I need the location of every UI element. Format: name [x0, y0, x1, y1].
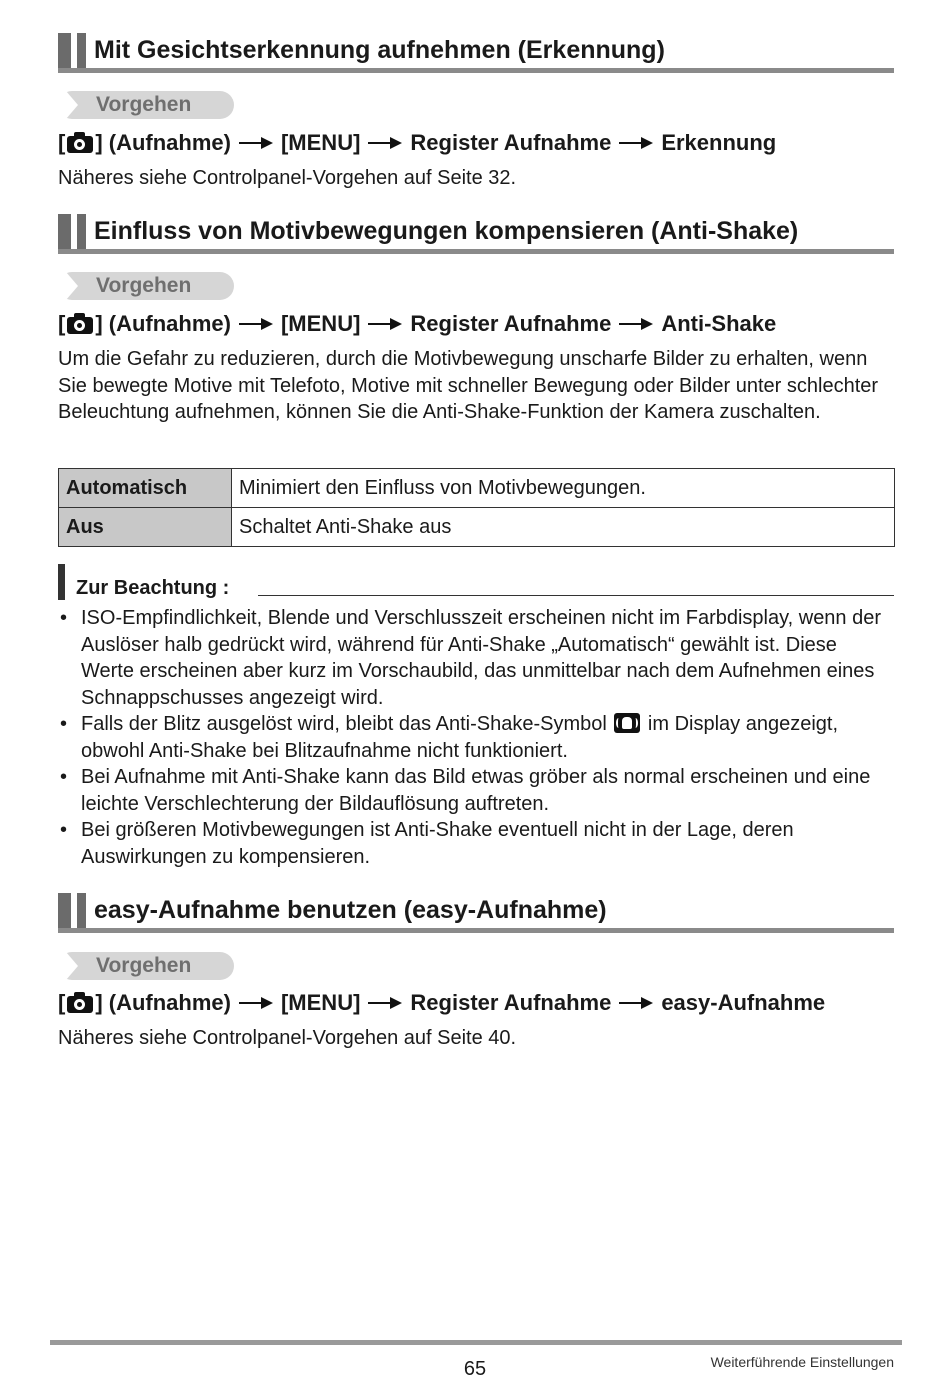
heading-rule: [58, 928, 894, 933]
arrow-right-icon: [239, 996, 273, 1010]
heading-bar: [77, 893, 86, 933]
heading-bar: [58, 893, 71, 933]
path-step-aufnahme: ] (Aufnahme): [95, 990, 231, 1015]
arrow-right-icon: [368, 317, 402, 331]
note-text: ISO-Empfindlichkeit, Blende und Verschlusszeit erscheinen nicht im Farbdisplay, wenn der Auslöser halb gedrückt wird, während für Anti-Shake „Automatisch“ gewählt ist. Diese Werte erscheinen aber kurz im Vorschaubild, das unmittelbar nach dem Aufnehmen eines Schnappschusses angezeigt wird.: [81, 607, 882, 709]
arrow-right-icon: [619, 136, 653, 150]
chevron-right-icon: [66, 91, 78, 119]
path-step-menu: [MENU]: [280, 311, 361, 336]
heading-rule: [58, 68, 894, 73]
list-item: [58, 711, 888, 764]
section-heading-easy: [58, 893, 894, 933]
badge-label: Vorgehen: [96, 93, 192, 116]
badge-label: Vorgehen: [96, 954, 192, 977]
camera-icon: [66, 313, 94, 335]
note-rule: [258, 595, 894, 596]
camera-icon: [66, 132, 94, 154]
list-item: [58, 764, 888, 817]
note-bar: [58, 564, 65, 600]
bullet: •: [60, 607, 68, 629]
bracket-open: [: [58, 990, 66, 1015]
arrow-right-icon: [239, 317, 273, 331]
path-step-register: Register Aufnahme: [410, 990, 612, 1015]
bracket-open: [: [58, 311, 66, 336]
chevron-right-icon: [66, 952, 78, 980]
vorgehen-badge: [58, 952, 234, 980]
path-step-target: easy-Aufnahme: [661, 990, 826, 1015]
note-text: Falls der Blitz ausgelöst wird, bleibt das Anti-Shake-Symbol: [81, 713, 607, 735]
list-item: [58, 817, 888, 870]
arrow-right-icon: [619, 996, 653, 1010]
table-row: [59, 508, 895, 547]
path-step-aufnahme: ] (Aufnahme): [95, 130, 231, 155]
note-text: Bei Aufnahme mit Anti-Shake kann das Bild etwas gröber als normal erscheinen und eine leichte Verschlechterung der Bildauflösung auftreten.: [81, 766, 871, 815]
heading-rule: [58, 249, 894, 254]
menu-path: [58, 309, 776, 339]
note-heading-label: Zur Beachtung :: [76, 577, 230, 599]
note-text: im Display angezeigt, obwohl Anti-Shake bei Blitzaufnahme nicht funktioniert.: [81, 713, 839, 762]
option-key: Automatisch: [59, 469, 232, 508]
footer-rule: [50, 1340, 902, 1345]
arrow-right-icon: [619, 317, 653, 331]
section-title: easy-Aufnahme benutzen (easy-Aufnahme): [94, 896, 607, 924]
path-step-menu: [MENU]: [280, 130, 361, 155]
arrow-right-icon: [239, 136, 273, 150]
menu-path: [58, 988, 825, 1018]
camera-icon: [66, 992, 94, 1014]
path-step-aufnahme: ] (Aufnahme): [95, 311, 231, 336]
path-step-target: Anti-Shake: [661, 311, 777, 336]
arrow-right-icon: [368, 996, 402, 1010]
section-title: Mit Gesichtserkennung aufnehmen (Erkennung): [94, 36, 665, 64]
bullet: •: [60, 766, 68, 788]
path-step-register: Register Aufnahme: [410, 130, 612, 155]
option-key: Aus: [59, 508, 232, 547]
heading-bar: [58, 33, 71, 73]
heading-bar: [77, 214, 86, 254]
path-step-target: Erkennung: [661, 130, 777, 155]
footer-section-title: Weiterführende Einstellungen: [710, 1354, 894, 1370]
note-text: Bei größeren Motivbewegungen ist Anti-Shake eventuell nicht in der Lage, deren Auswirkungen zu kompensieren.: [81, 819, 794, 868]
section-text: Näheres siehe Controlpanel-Vorgehen auf Seite 32.: [58, 167, 517, 189]
path-step-menu: [MENU]: [280, 990, 361, 1015]
page-number: 65: [463, 1358, 487, 1380]
path-step-register: Register Aufnahme: [410, 311, 612, 336]
vorgehen-badge: [58, 272, 234, 300]
section-title: Einfluss von Motivbewegungen kompensieren (Anti-Shake): [94, 217, 799, 245]
menu-path: [58, 128, 776, 158]
section-text: Näheres siehe Controlpanel-Vorgehen auf Seite 40.: [58, 1027, 517, 1049]
table-row: [59, 469, 895, 508]
note-list: [58, 605, 888, 870]
note-heading: [58, 564, 894, 600]
vorgehen-badge: [58, 91, 234, 119]
bullet: •: [60, 819, 68, 841]
list-item: [58, 605, 888, 711]
anti-shake-icon: [614, 713, 640, 733]
section-heading-anti-shake: [58, 214, 894, 254]
option-value: Minimiert den Einfluss von Motivbewegungen.: [232, 469, 895, 508]
section-heading-erkennung: [58, 33, 894, 73]
badge-label: Vorgehen: [96, 274, 192, 297]
bullet: •: [60, 713, 68, 735]
section-text: Um die Gefahr zu reduzieren, durch die Motivbewegung unscharfe Bilder zu erhalten, wenn Sie bewegte Motive mit Telefoto, Motive mit schneller Bewegung oder Bilder unter schlechter Beleuchtung aufnehmen, können Sie die Anti-Shake-Funktion der Kamera zuschalten.: [58, 348, 879, 423]
bracket-open: [: [58, 130, 66, 155]
heading-bar: [58, 214, 71, 254]
chevron-right-icon: [66, 272, 78, 300]
option-value: Schaltet Anti-Shake aus: [232, 508, 895, 547]
heading-bar: [77, 33, 86, 73]
arrow-right-icon: [368, 136, 402, 150]
options-table: [58, 468, 895, 547]
